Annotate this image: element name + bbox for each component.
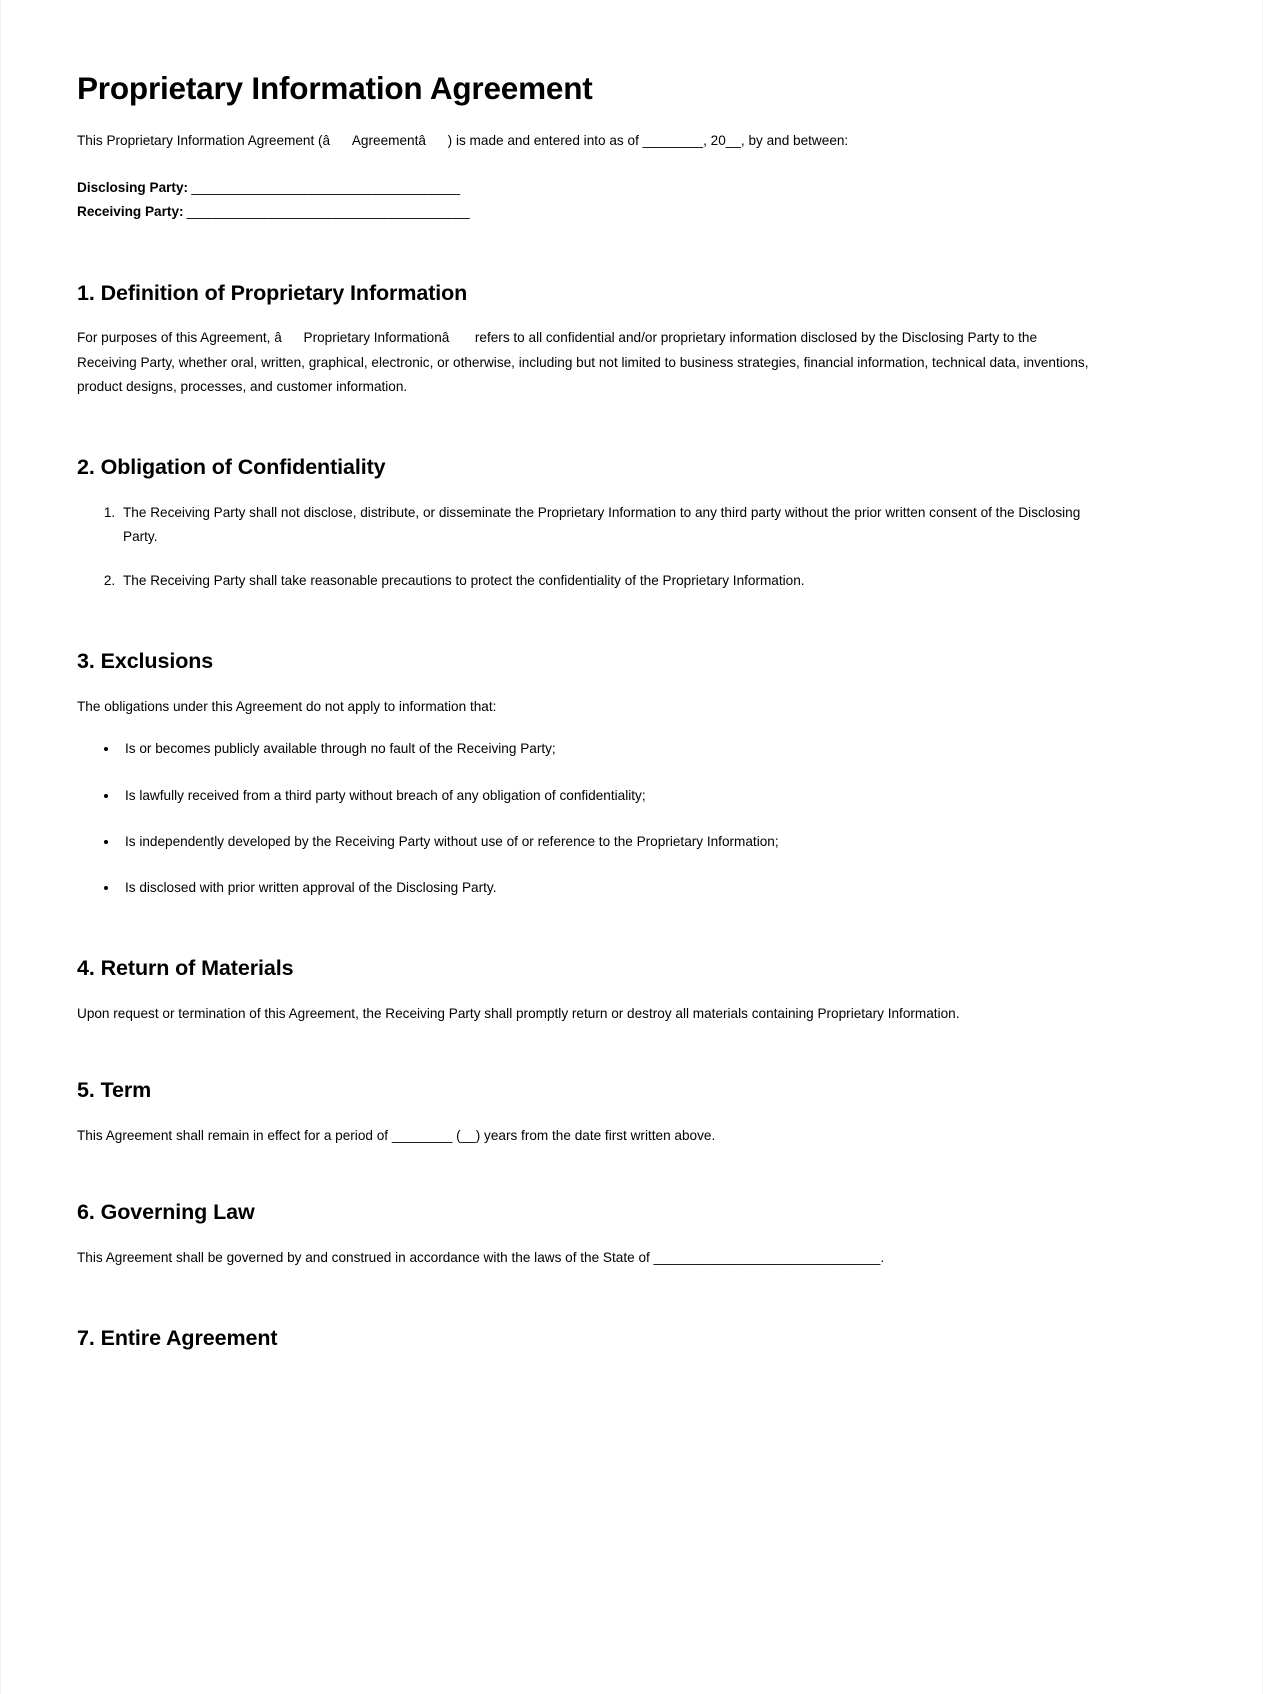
- list-item: • Is disclosed with prior written approval of the Disclosing Party.: [119, 876, 1097, 900]
- section-heading-definition: 1. Definition of Proprietary Information: [77, 280, 468, 305]
- receiving-party-blank[interactable]: ________________________________________: [183, 204, 470, 220]
- exclusions-lead-text: The obligations under this Agreement do not apply to information that:: [77, 699, 497, 715]
- section-heading-term: 5. Term: [77, 1078, 152, 1103]
- section-heading-return-of-materials: 4. Return of Materials: [77, 956, 294, 981]
- disclosing-party-field: [77, 176, 1097, 200]
- exclusions-list: [77, 737, 1097, 900]
- section-paragraph-return-of-materials: Upon request or termination of this Agreement, the Receiving Party shall promptly return or destroy all materials containing Proprietary Information.: [77, 1005, 960, 1021]
- disclosing-party-blank[interactable]: ______________________________________: [188, 180, 460, 196]
- receiving-party-label: Receiving Party:: [77, 204, 184, 220]
- list-item: 1. The Receiving Party shall not disclose, distribute, or disseminate the Proprietary Information to any third party without the prior written consent of the Disclosing Party.: [119, 501, 1097, 549]
- intro-paragraph: This Proprietary Information Agreement (âAgreementâ) is made and entered into as of ________, 20__, by and between:: [77, 133, 849, 149]
- section-paragraph-definition: For purposes of this Agreement, âProprietary Informationâ refers to all confidential and/or proprietary information disclosed by the Disclosing Party to the Receiving Party, whether oral, written, graphical, electronic, or otherwise, including but not limited to business strategies, financial information, technical data, inventions, product designs, processes, and customer information.: [77, 330, 1089, 394]
- section-paragraph-term: This Agreement shall remain in effect for a period of ________ (__) years from the date first written above.: [77, 1127, 716, 1143]
- list-item: • Is or becomes publicly available through no fault of the Receiving Party;: [119, 737, 1097, 761]
- page-edge-left: [0, 0, 1, 1694]
- receiving-party-field: [77, 200, 1097, 224]
- section-paragraph-governing-law: This Agreement shall be governed by and construed in accordance with the laws of the State of ______________________________.: [77, 1249, 885, 1265]
- confidentiality-obligations-list: [77, 501, 1097, 594]
- list-item: • Is lawfully received from a third party without breach of any obligation of confidentiality;: [119, 784, 1097, 808]
- section-heading-exclusions: 3. Exclusions: [77, 649, 214, 674]
- section-heading-confidentiality: 2. Obligation of Confidentiality: [77, 454, 386, 479]
- document-content-column: [77, 0, 1097, 1351]
- list-item: 2. The Receiving Party shall take reasonable precautions to protect the confidentiality of the Proprietary Information.: [119, 569, 1097, 593]
- page-title: Proprietary Information Agreement: [77, 70, 593, 106]
- list-item: • Is independently developed by the Receiving Party without use of or reference to the Proprietary Information;: [119, 830, 1097, 854]
- disclosing-party-label: Disclosing Party:: [77, 180, 189, 196]
- section-heading-governing-law: 6. Governing Law: [77, 1200, 255, 1225]
- party-fields: [77, 176, 1097, 224]
- section-heading-entire-agreement: 7. Entire Agreement: [77, 1326, 278, 1351]
